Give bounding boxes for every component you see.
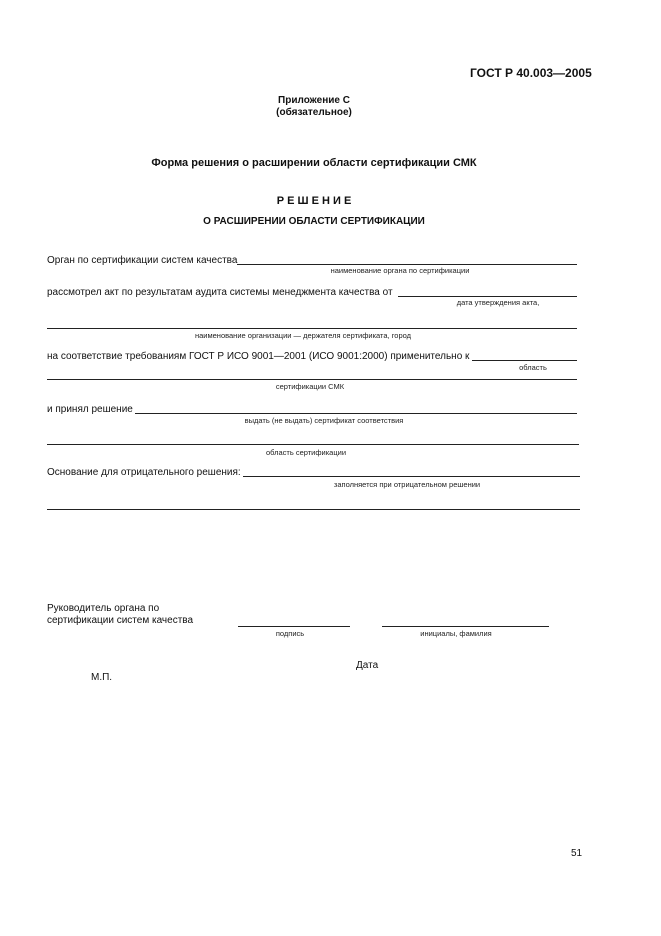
compliance-label: на соответствие требованиям ГОСТ Р ИСО 9001—2001 (ИСО 9001:2000) применительно к bbox=[47, 351, 470, 362]
appendix-title: Приложение С bbox=[278, 95, 350, 106]
decision-line bbox=[135, 413, 577, 414]
cert-scope-line bbox=[47, 444, 579, 445]
scope-hint-2: сертификации СМК bbox=[275, 382, 345, 391]
name-line bbox=[382, 626, 549, 627]
reason-hint: заполняется при отрицательном решении bbox=[333, 480, 481, 489]
name-hint: инициалы, фамилия bbox=[420, 629, 492, 638]
reviewed-label: рассмотрел акт по результатам аудита системы менеджмента качества от bbox=[47, 287, 393, 298]
reason-label: Основание для отрицательного решения: bbox=[47, 467, 241, 478]
signature-line bbox=[238, 626, 350, 627]
body-label: Орган по сертификации систем качества bbox=[47, 255, 238, 266]
date-hint: дата утверждения акта, bbox=[456, 298, 540, 307]
decision-hint: выдать (не выдать) сертификат соответствия bbox=[244, 416, 404, 425]
decision-heading: Р Е Ш Е Н И Е bbox=[276, 195, 352, 207]
cert-scope-hint: область сертификации bbox=[265, 448, 347, 457]
reason-line-2 bbox=[47, 509, 580, 510]
decision-label: и принял решение bbox=[47, 404, 133, 415]
page-number: 51 bbox=[571, 848, 583, 859]
scope-line-2 bbox=[47, 379, 577, 380]
signature-role-line2: сертификации систем качества bbox=[47, 615, 194, 626]
signature-role-line1: Руководитель органа по bbox=[47, 603, 160, 614]
scope-line-1 bbox=[472, 360, 577, 361]
reason-line bbox=[243, 476, 580, 477]
scope-hint-1: область bbox=[519, 363, 547, 372]
org-line bbox=[47, 328, 577, 329]
decision-subheading: О РАСШИРЕНИИ ОБЛАСТИ СЕРТИФИКАЦИИ bbox=[203, 216, 425, 227]
date-label: Дата bbox=[356, 660, 379, 671]
standard-code: ГОСТ Р 40.003—2005 bbox=[470, 66, 592, 80]
date-line bbox=[398, 296, 577, 297]
org-hint: наименование организации — держателя сертификата, город bbox=[194, 331, 412, 340]
signature-hint: подпись bbox=[275, 629, 305, 638]
form-title: Форма решения о расширении области сертификации СМК bbox=[151, 157, 477, 169]
body-hint: наименование органа по сертификации bbox=[330, 266, 470, 275]
body-line bbox=[237, 264, 577, 265]
appendix-status: (обязательное) bbox=[276, 107, 352, 118]
seal-label: М.П. bbox=[91, 672, 113, 683]
